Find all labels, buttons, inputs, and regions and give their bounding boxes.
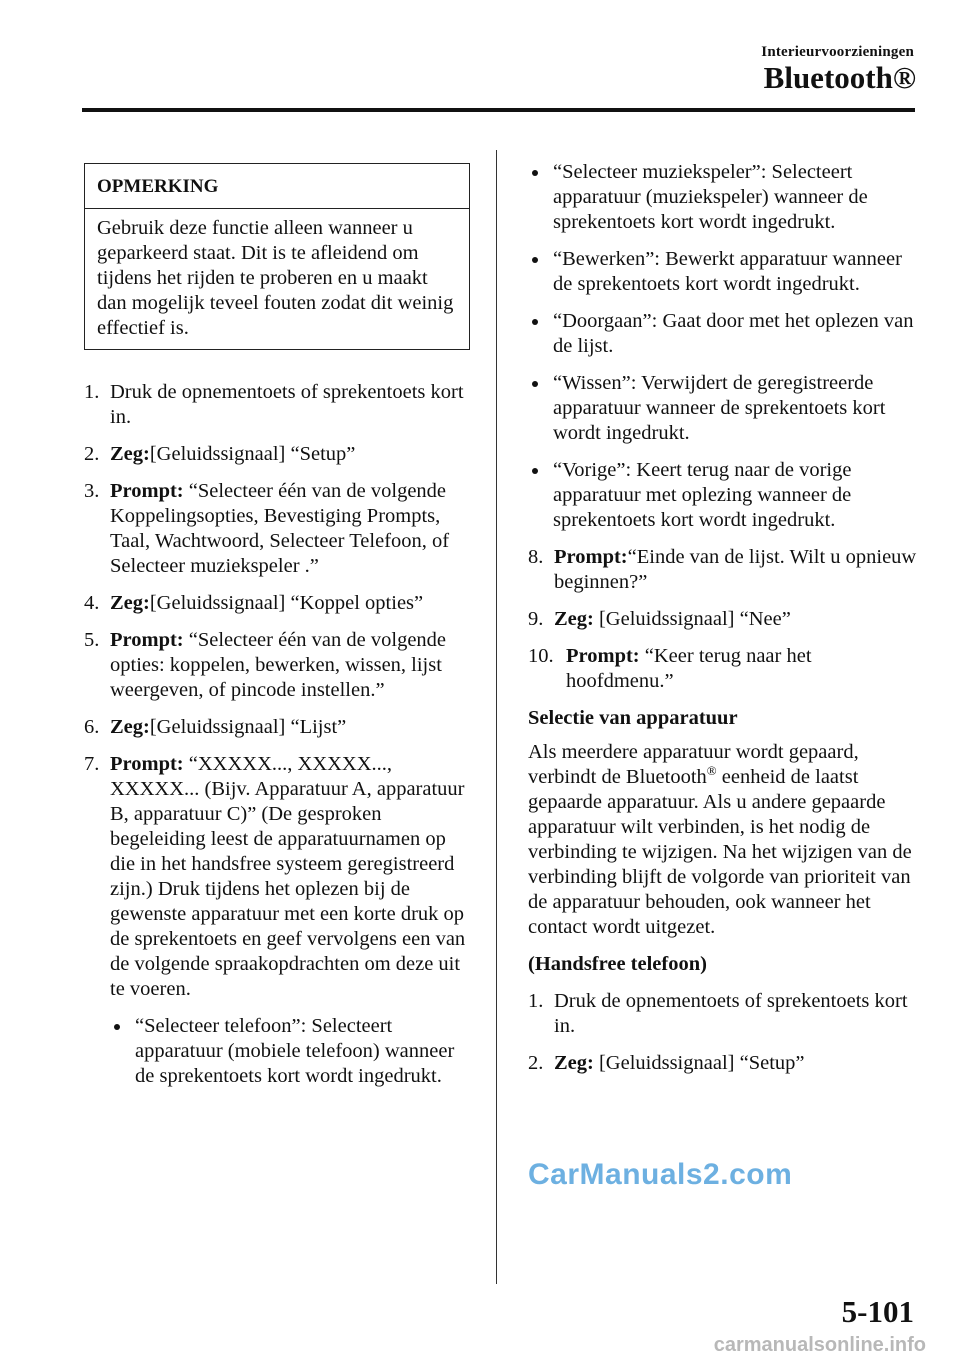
step-label: Prompt: [554, 546, 628, 568]
step-text: “Selecteer één van de volgende opties: koppelen, bewerken, wissen, lijst weergeven, of pincode instellen.” [110, 629, 447, 701]
bullet-icon [532, 170, 538, 176]
step-label: Zeg: [110, 716, 150, 738]
step-text: Druk de opnementoets of sprekentoets kort in. [554, 990, 908, 1037]
step-number: 6. [84, 716, 100, 738]
step-4 [84, 591, 472, 616]
section-heading-selection: Selectie van apparatuur [528, 707, 738, 729]
step-7 [84, 752, 472, 1002]
left-column [84, 163, 472, 1089]
step-text: [Geluidssignaal] “Setup” [593, 1052, 805, 1074]
bullet-item [528, 160, 918, 235]
step-number: 1. [528, 990, 544, 1012]
section-heading-handsfree: (Handsfree telefoon) [528, 953, 707, 975]
note-body: Gebruik deze functie alleen wanneer u geparkeerd staat. Dit is te afleidend om tijdens het rijden te proberen en u maakt dan mogelijk teveel fouten zodat dit weinig effectief is. [97, 217, 454, 339]
step-text: [Geluidssignaal] “Setup” [149, 443, 356, 465]
bullet-text: “Bewerken”: Bewerkt apparatuur wanneer de sprekentoets kort wordt ingedrukt. [553, 248, 902, 295]
step-text: [Geluidssignaal] “Koppel opties” [149, 592, 424, 614]
bullet-item [528, 458, 918, 533]
step-9 [528, 607, 918, 632]
bullet-item [528, 247, 918, 297]
step-number: 1. [84, 381, 100, 403]
step-label: Prompt: [110, 629, 184, 651]
paragraph-text: eenheid de laatst gepaarde apparatuur. Als u andere gepaarde apparatuur wilt verbinden, is het nodig de verbinding te wijzigen. Na het wijzigen van de verbinding blijft de volgorde van prioriteit van de apparatuur behouden, ook wanneer het contact wordt uitgezet. [528, 766, 912, 938]
registered-mark: ® [706, 763, 717, 779]
step-2 [84, 442, 472, 467]
bullet-icon [114, 1024, 120, 1030]
step-text: “XXXXX..., XXXXX..., XXXXX... (Bijv. Apparatuur A, apparatuur B, apparatuur C)” (De gesproken begeleiding leest de apparatuurnamen op die in het handsfree systeem geregistreerd zijn.) Druk tijdens het oplezen bij de gewenste apparatuur met een korte druk op de sprekentoets en geef vervolgens een van de volgende spraakopdrachten om deze uit te voeren. [110, 753, 466, 1000]
bullet-item [528, 309, 918, 359]
step-text: [Geluidssignaal] “Lijst” [149, 716, 347, 738]
bullet-item [110, 1014, 472, 1089]
step-number: 10. [528, 645, 554, 667]
bullet-text: “Wissen”: Verwijdert de geregistreerde apparatuur wanneer de sprekentoets kort wordt ingedrukt. [553, 372, 886, 444]
header-rule [82, 108, 915, 112]
step-number: 4. [84, 592, 100, 614]
page-title: Bluetooth® [763, 60, 916, 95]
step-label: Zeg: [110, 443, 150, 465]
bullet-text: “Vorige”: Keert terug naar de vorige apparatuur met oplezing wanneer de sprekentoets kort wordt ingedrukt. [553, 459, 852, 531]
step-number: 7. [84, 753, 100, 775]
bullet-item [528, 371, 918, 446]
right-column [528, 160, 918, 1076]
step-label: Prompt: [566, 645, 640, 667]
step-number: 9. [528, 608, 544, 630]
step-label: Zeg: [554, 608, 594, 630]
paragraph-text: Als meerdere apparatuur wordt gepaard, verbindt de Bluetooth [528, 741, 859, 788]
step-label: Zeg: [554, 1052, 594, 1074]
note-heading: OPMERKING [85, 164, 469, 209]
step-text: “Keer terug naar het hoofdmenu.” [566, 645, 812, 692]
section-title: Interieurvoorzieningen [761, 44, 914, 60]
bullet-icon [532, 468, 538, 474]
step-label: Zeg: [110, 592, 150, 614]
bullet-text: “Selecteer telefoon”: Selecteert apparatuur (mobiele telefoon) wanneer de sprekentoets kort wordt ingedrukt. [135, 1015, 455, 1087]
watermark-footer: carmanualsonline.info [713, 1334, 926, 1356]
column-divider [496, 150, 497, 1284]
step-text: “Selecteer één van de volgende Koppelingsopties, Bevestiging Prompts, Taal, Wachtwoord, Selecteer Telefoon, of Selecteer muziekspeler .” [110, 480, 450, 577]
page-number: 5-101 [841, 1294, 914, 1329]
bullet-icon [532, 381, 538, 387]
note-box [84, 163, 470, 350]
bullet-icon [532, 319, 538, 325]
step-text: [Geluidssignaal] “Nee” [593, 608, 791, 630]
step-text: “Einde van de lijst. Wilt u opnieuw beginnen?” [554, 546, 917, 593]
step-number: 2. [84, 443, 100, 465]
handsfree-step-2 [528, 1051, 918, 1076]
bullet-icon [532, 257, 538, 263]
step-3 [84, 479, 472, 579]
step-label: Prompt: [110, 753, 184, 775]
step-number: 5. [84, 629, 100, 651]
handsfree-step-1 [528, 989, 918, 1039]
step-number: 8. [528, 546, 544, 568]
watermark-overlay: CarManuals2.com [528, 1158, 793, 1191]
step-text: Druk de opnementoets of sprekentoets kort in. [110, 381, 464, 428]
step-10 [528, 644, 918, 694]
step-5 [84, 628, 472, 703]
step-6 [84, 715, 472, 740]
step-number: 2. [528, 1052, 544, 1074]
step-number: 3. [84, 480, 100, 502]
step-8 [528, 545, 918, 595]
selection-paragraph [528, 740, 918, 940]
step-1 [84, 380, 472, 430]
step-label: Prompt: [110, 480, 184, 502]
bullet-text: “Doorgaan”: Gaat door met het oplezen van de lijst. [553, 310, 914, 357]
bullet-text: “Selecteer muziekspeler”: Selecteert apparatuur (muziekspeler) wanneer de sprekentoets kort wordt ingedrukt. [553, 161, 868, 233]
